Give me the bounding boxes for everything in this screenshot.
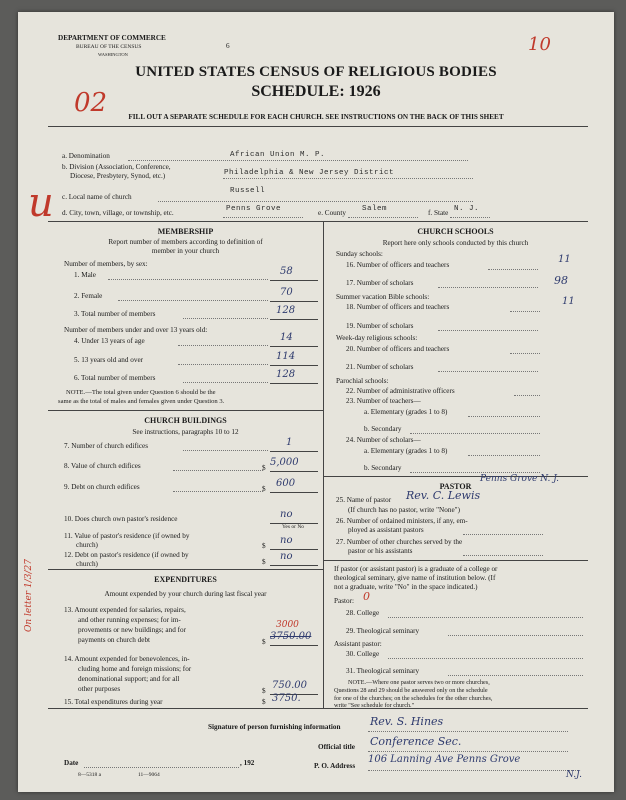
dotted-leader xyxy=(118,300,268,301)
rule xyxy=(48,569,323,570)
dotted-leader xyxy=(510,353,540,354)
q27-label: 27. Number of other churches served by the xyxy=(336,538,463,546)
q18-value: 11 xyxy=(562,296,575,307)
form-subtitle: SCHEDULE: 1926 xyxy=(251,83,381,100)
rule xyxy=(48,708,588,709)
age-intro: Number of members under and over 13 years old: xyxy=(64,326,208,334)
expenditures-heading: EXPENDITURES xyxy=(154,575,217,584)
dotted-leader xyxy=(468,416,540,417)
dotted-leader xyxy=(173,470,263,471)
q22-label: 22. Number of administrative officers xyxy=(346,387,455,395)
column-divider xyxy=(323,221,324,708)
yes-no-hint: Yes or No xyxy=(282,524,305,530)
q14-label: 14. Amount expended for benevolences, in- xyxy=(64,655,190,663)
parochial-label: Parochial schools: xyxy=(336,377,389,385)
annotation-top-right: 10 xyxy=(528,34,551,55)
dollar-sign: $ xyxy=(262,687,266,695)
buildings-sub: See instructions, paragraphs 10 to 12 xyxy=(132,428,239,436)
division-label-2: Diocese, Presbytery, Synod, etc.) xyxy=(70,172,166,180)
dollar-sign: $ xyxy=(262,558,266,566)
dotted-leader xyxy=(178,364,268,365)
state-value: N. J. xyxy=(454,205,480,213)
q13-correction: 3000 xyxy=(276,620,299,630)
q20-label: 20. Number of officers and teachers xyxy=(346,345,450,353)
q7-value: 1 xyxy=(286,437,293,448)
po-address-label: P. O. Address xyxy=(314,762,356,770)
dotted-leader xyxy=(448,675,583,676)
q23-label: 23. Number of teachers— xyxy=(346,397,421,405)
denomination-label: a. Denomination xyxy=(62,152,110,160)
q4-value: 14 xyxy=(280,332,293,343)
dotted-leader xyxy=(183,450,268,451)
q13-label-3: provements or new buildings; and for xyxy=(78,626,186,634)
q9-label: 9. Debt on church edifices xyxy=(64,483,140,491)
q1-value: 58 xyxy=(280,266,293,277)
q28-label: 28. College xyxy=(346,609,380,617)
q19-label: 19. Number of scholars xyxy=(346,322,414,330)
dotted-leader xyxy=(388,658,583,659)
answer-line xyxy=(270,346,318,347)
county-value: Salem xyxy=(362,205,388,213)
city-label: WASHINGTON xyxy=(98,52,128,57)
sunday-label: Sunday schools: xyxy=(336,250,383,258)
rule xyxy=(48,126,588,127)
city-value: Penns Grove xyxy=(226,205,282,213)
q7-label: 7. Number of church edifices xyxy=(64,442,149,450)
membership-note-2: same as the total of males and females given under Question 3. xyxy=(58,398,225,405)
q15-value: 3750. xyxy=(272,693,301,704)
dotted-leader xyxy=(108,279,268,280)
membership-intro: Report number of members according to definition of xyxy=(108,238,263,246)
division-label: b. Division (Association, Conference, xyxy=(62,163,171,171)
q17-value: 98 xyxy=(554,274,568,287)
denomination-value: African Union M. P. xyxy=(230,151,326,159)
form-number-2: 11—9064 xyxy=(138,772,160,778)
by-sex-label: Number of members, by sex: xyxy=(64,260,148,268)
annotation-top-left: 02 xyxy=(74,88,108,118)
answer-line xyxy=(270,301,318,302)
answer-line xyxy=(270,492,318,493)
dotted-leader xyxy=(510,311,540,312)
dotted-leader xyxy=(348,217,418,218)
dotted-leader xyxy=(173,491,263,492)
q31-label: 31. Theological seminary xyxy=(346,667,420,675)
dollar-sign: $ xyxy=(262,464,266,472)
summer-label: Summer vacation Bible schools: xyxy=(336,293,430,301)
dotted-leader xyxy=(488,269,538,270)
q14-value: 750.00 xyxy=(272,680,307,691)
q8-label: 8. Value of church edifices xyxy=(64,462,141,470)
dotted-leader xyxy=(84,767,239,768)
rule xyxy=(48,221,588,222)
dotted-leader xyxy=(410,472,540,473)
form-instructions: FILL OUT A SEPARATE SCHEDULE FOR EACH CHURCH. SEE INSTRUCTIONS ON THE BACK OF THIS SHEET xyxy=(128,113,504,121)
dotted-leader xyxy=(468,455,540,456)
signature-value: Rev. S. Hines xyxy=(370,715,444,728)
q3-label: 3. Total number of members xyxy=(74,310,156,318)
city-label: d. City, town, village, or township, etc. xyxy=(62,209,174,217)
dotted-leader xyxy=(368,770,578,771)
answer-line xyxy=(270,549,318,550)
po-address-value-2: N.J. xyxy=(566,770,582,780)
membership-heading: MEMBERSHIP xyxy=(157,227,214,236)
membership-note: NOTE.—The total given under Question 6 should be the xyxy=(66,389,216,396)
q11-value: no xyxy=(280,535,293,546)
division-value: Philadelphia & New Jersey District xyxy=(224,169,395,177)
q18-label: 18. Number of officers and teachers xyxy=(346,303,450,311)
q13-label: 13. Amount expended for salaries, repairs, xyxy=(64,606,186,614)
q13-value: 3750.00 xyxy=(270,631,312,642)
q23a-label: a. Elementary (grades 1 to 8) xyxy=(364,408,448,416)
buildings-heading: CHURCH BUILDINGS xyxy=(144,416,227,425)
department-label: DEPARTMENT OF COMMERCE xyxy=(58,34,166,42)
college-note-3: not a graduate, write "No" in the space indicated.) xyxy=(334,583,478,591)
dollar-sign: $ xyxy=(262,698,266,706)
q29-label: 29. Theological seminary xyxy=(346,627,420,635)
date-label: Date xyxy=(64,759,79,767)
q12-value: no xyxy=(280,551,293,562)
signature-label: Signature of person furnishing information xyxy=(208,723,341,731)
q15-label: 15. Total expenditures during year xyxy=(64,698,163,706)
q25-label: 25. Name of pastor xyxy=(336,496,392,504)
q24a-label: a. Elementary (grades 1 to 8) xyxy=(364,447,448,455)
dollar-sign: $ xyxy=(262,485,266,493)
q14-label-2: cluding home and foreign missions; for xyxy=(78,665,192,673)
q2-value: 70 xyxy=(280,287,293,298)
rule xyxy=(323,560,588,561)
q12-label: 12. Debt on pastor's residence (if owned by xyxy=(64,551,189,559)
dotted-leader xyxy=(448,635,583,636)
local-name-value: Russell xyxy=(230,187,266,195)
form-title: UNITED STATES CENSUS OF RELIGIOUS BODIES xyxy=(135,64,497,80)
annotation-left-margin: u xyxy=(28,180,54,226)
q8-value: 5,000 xyxy=(270,457,299,468)
q10-value: no xyxy=(280,509,293,520)
q13-label-4: payments on church debt xyxy=(78,636,151,644)
college-note-2: theological seminary, give name of institution below. (If xyxy=(334,574,496,582)
pastor-note: NOTE.—Where one pastor serves two or more churches, xyxy=(348,679,490,686)
answer-line xyxy=(270,471,318,472)
answer-line xyxy=(270,383,318,384)
q27-label-2: pastor or his assistants xyxy=(348,547,413,555)
q12-label-2: church) xyxy=(76,560,98,568)
state-label: f. State xyxy=(428,209,449,217)
county-label: e. County xyxy=(318,209,346,217)
dotted-leader xyxy=(183,318,268,319)
dotted-leader xyxy=(514,395,540,396)
dotted-leader xyxy=(463,534,543,535)
pastor-label: Pastor: xyxy=(334,597,354,605)
dollar-sign: $ xyxy=(262,638,266,646)
po-address-value: 106 Lanning Ave Penns Grove xyxy=(368,754,521,765)
asst-pastor-label: Assistant pastor: xyxy=(334,640,382,648)
q4-label: 4. Under 13 years of age xyxy=(74,337,145,345)
q17-label: 17. Number of scholars xyxy=(346,279,414,287)
page-number: 6 xyxy=(226,42,230,50)
q5-value: 114 xyxy=(276,351,296,362)
q25-value: Rev. C. Lewis xyxy=(406,489,481,502)
q30-label: 30. College xyxy=(346,650,380,658)
q14-label-3: denominational support; and for all xyxy=(78,675,180,683)
bureau-label: BUREAU OF THE CENSUS xyxy=(76,44,142,50)
census-schedule-sheet xyxy=(18,12,614,792)
q25-hint: (If church has no pastor, write "None") xyxy=(348,506,460,514)
college-note: If pastor (or assistant pastor) is a graduate of a college or xyxy=(334,565,498,573)
dollar-sign: $ xyxy=(262,542,266,550)
pastor-note-3: for one of the churches; on the schedules for the other churches, xyxy=(334,695,493,702)
answer-line xyxy=(270,565,318,566)
dotted-leader xyxy=(368,751,568,752)
side-note: On letter 1/3/27 xyxy=(24,559,34,632)
q16-label: 16. Number of officers and teachers xyxy=(346,261,450,269)
q26-label-2: ployed as assistant pastors xyxy=(348,526,424,534)
q9-value: 600 xyxy=(276,478,296,489)
dotted-leader xyxy=(128,160,468,161)
weekday-label: Week-day religious schools: xyxy=(336,334,418,342)
pastor-value: 0 xyxy=(363,590,370,603)
q16-value: 11 xyxy=(558,254,571,265)
dotted-leader xyxy=(438,287,538,288)
dotted-leader xyxy=(368,731,568,732)
schools-heading: CHURCH SCHOOLS xyxy=(417,227,494,236)
year-label: , 192 xyxy=(240,759,255,767)
dotted-leader xyxy=(223,178,473,179)
q23b-label: b. Secondary xyxy=(364,425,402,433)
q10-label: 10. Does church own pastor's residence xyxy=(64,515,178,523)
dotted-leader xyxy=(410,433,540,434)
q6-value: 128 xyxy=(276,369,296,380)
rule xyxy=(48,410,323,411)
pastor-note-4: write "See schedule for church." xyxy=(334,702,415,709)
q11-label: 11. Value of pastor's residence (if owned by xyxy=(64,532,190,540)
q1-label: 1. Male xyxy=(74,271,96,279)
pastor-note-2: Questions 28 and 29 should be answered only on the schedule xyxy=(334,687,488,694)
pastor-heading: PASTOR xyxy=(439,482,472,491)
q14-label-4: other purposes xyxy=(78,685,121,693)
local-name-label: c. Local name of church xyxy=(62,193,132,201)
dotted-leader xyxy=(463,555,543,556)
form-number: 8—5318 a xyxy=(78,772,102,778)
dotted-leader xyxy=(178,345,268,346)
answer-line xyxy=(270,319,318,320)
answer-line xyxy=(270,280,318,281)
schools-intro: Report here only schools conducted by this church xyxy=(382,239,529,247)
dotted-leader xyxy=(388,617,583,618)
expenditures-sub: Amount expended by your church during last fiscal year xyxy=(104,590,267,598)
q11-label-2: church) xyxy=(76,541,98,549)
q21-label: 21. Number of scholars xyxy=(346,363,414,371)
q24b-label: b. Secondary xyxy=(364,464,402,472)
dotted-leader xyxy=(223,217,303,218)
dotted-leader xyxy=(183,382,268,383)
q5-label: 5. 13 years old and over xyxy=(74,356,144,364)
pastor-address: Penns Grove N. J. xyxy=(480,474,560,484)
q2-label: 2. Female xyxy=(74,292,103,300)
answer-line xyxy=(270,365,318,366)
q3-value: 128 xyxy=(276,305,296,316)
membership-intro-2: member in your church xyxy=(151,247,220,255)
dotted-leader xyxy=(450,217,490,218)
dotted-leader xyxy=(438,371,538,372)
q13-label-2: and other running expenses; for im- xyxy=(78,616,181,624)
dotted-leader xyxy=(438,330,538,331)
dotted-leader xyxy=(158,201,473,202)
official-title-label: Official title xyxy=(318,743,355,751)
official-title-value: Conference Sec. xyxy=(370,735,462,748)
q24-label: 24. Number of scholars— xyxy=(346,436,421,444)
q6-label: 6. Total number of members xyxy=(74,374,156,382)
q26-label: 26. Number of ordained ministers, if any, em- xyxy=(336,517,468,525)
answer-line xyxy=(270,645,318,646)
answer-line xyxy=(270,451,318,452)
